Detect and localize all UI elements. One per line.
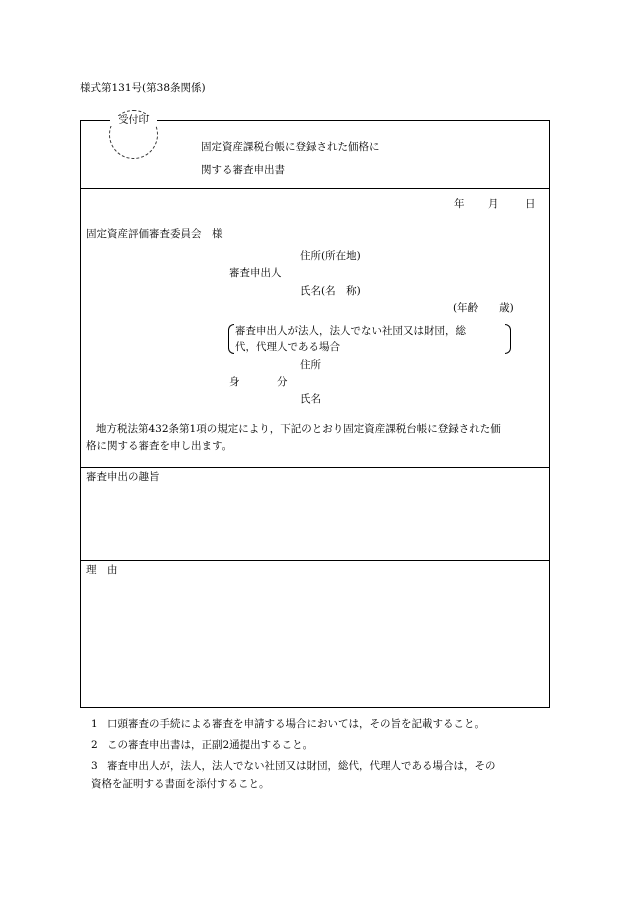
note-bracket-left (228, 324, 234, 354)
purpose-field[interactable] (81, 468, 549, 560)
note-2-number: 2 (91, 739, 98, 751)
purpose-label: 審査申出の趣旨 (86, 471, 160, 483)
date-day: 日 (525, 198, 536, 210)
date-year: 年 (454, 198, 465, 210)
statement-line1: 地方税法第432条第1項の規定により，下記のとおり固定資産課税台帳に登録された価 (96, 423, 501, 435)
note-1-text: 口頭審査の手続による審査を申請する場合においては，その旨を記載すること。 (107, 718, 485, 730)
representative-status-char1: 身 (229, 376, 240, 388)
note-3-text: 審査申出人が，法人，法人でない社団又は財団，総代，代理人である場合は，その (107, 760, 496, 772)
title-line1: 固定資産課税台帳に登録された価格に (201, 141, 380, 153)
applicant-name-label: 氏名(名 称) (300, 285, 361, 297)
reason-field[interactable] (81, 561, 549, 707)
form-box (80, 115, 550, 708)
statement-line2: 格に関する審査を申し出ます。 (86, 440, 233, 452)
applicant-age-label: (年齢 歳) (453, 302, 514, 314)
representative-status-char2: 分 (277, 376, 288, 388)
representative-name-label: 氏名 (300, 393, 321, 405)
applicant-address-label: 住所(所在地) (300, 250, 361, 262)
title-line2: 関する審査申出書 (201, 164, 285, 176)
addressee: 固定資産評価審査委員会 様 (86, 228, 223, 240)
stamp-label: 受付印 (110, 116, 157, 126)
note-bracket-right (505, 324, 511, 354)
reason-label: 理 由 (86, 564, 118, 576)
reception-stamp-area (109, 110, 158, 159)
applicant-label: 審査申出人 (229, 267, 282, 279)
note-3-continuation: 資格を証明する書面を添付すること。 (91, 778, 270, 790)
note-2-text: この審査申出書は，正副2通提出すること。 (107, 739, 314, 751)
form-number: 様式第131号(第38条関係) (80, 82, 206, 94)
note-3-number: 3 (91, 760, 98, 772)
representative-address-label: 住所 (300, 359, 321, 371)
divider-title (81, 188, 549, 189)
representative-note-line1: 審査申出人が法人，法人でない社団又は財団，総 (235, 325, 466, 337)
representative-note-line2: 代，代理人である場合 (235, 341, 340, 353)
date-month: 月 (488, 198, 499, 210)
note-1-number: 1 (91, 718, 98, 730)
